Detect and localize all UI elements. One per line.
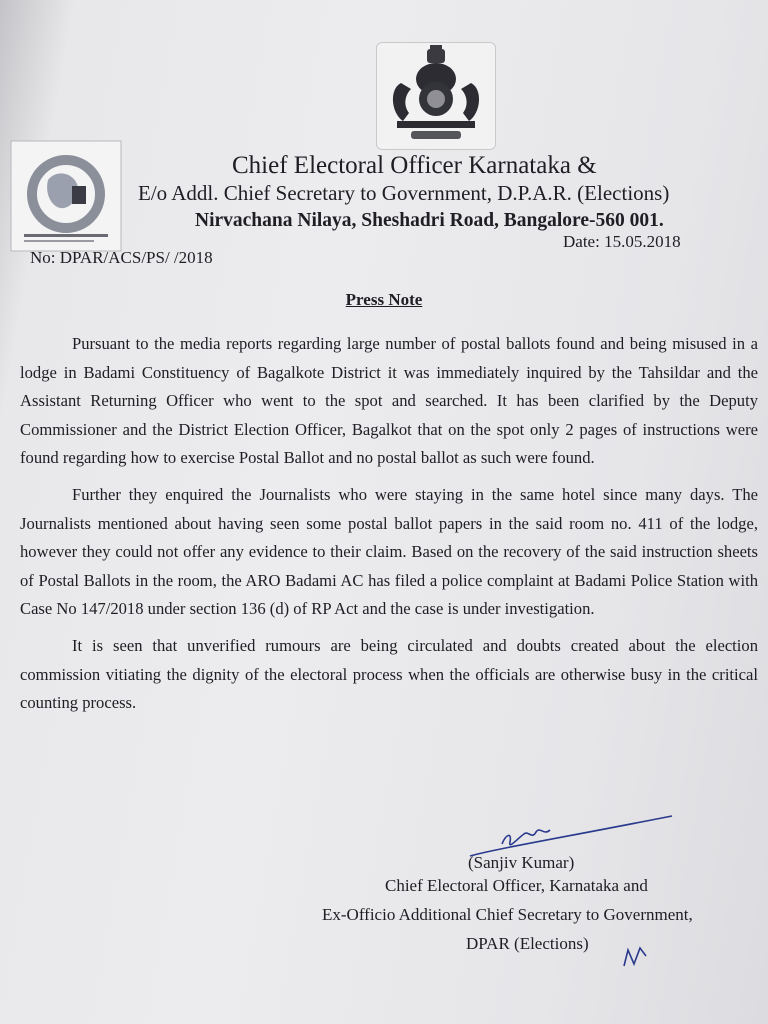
office-subtitle: E/o Addl. Chief Secretary to Government, D.P.A.R. (Elections) [138,181,670,205]
signatory-designation: DPAR (Elections) [466,934,589,953]
press-note-title: Press Note [345,290,423,309]
signatory-name: (Sanjiv Kumar) [468,853,575,872]
reference-number: No: DPAR/ACS/PS/ /2018 [30,248,213,267]
paragraph: Further they enquired the Journalists who were staying in the same hotel since many days. The Journalists mentioned about having seen some postal ballot papers in the said room no. 411 of the lodge, however they could not offer any evidence to their claim. Based on the recovery of the said instruction sheets of Postal Ballots in the room, the ARO Badami AC has filed a police complaint at Badami Police Station with Case No 147/2018 under section 136 (d) of RP Act and the case is under investigation. [20,484,758,619]
office-title: Chief Electoral Officer Karnataka & [232,152,597,179]
office-address: Nirvachana Nilaya, Sheshadri Road, Bangalore-560 001. [195,210,664,231]
paragraph: It is seen that unverified rumours are being circulated and doubts created about the election commission vitiating the dignity of the electoral process when the officials are otherwise busy in the critical counting process. [20,635,758,713]
document-date: Date: 15.05.2018 [563,232,681,251]
signatory-designation: Ex-Officio Additional Chief Secretary to Government, [322,905,693,924]
press-note-body [20,330,758,726]
handwritten-initials [620,942,660,972]
signatory-designation: Chief Electoral Officer, Karnataka and [385,876,648,895]
paragraph: Pursuant to the media reports regarding large number of postal ballots found and being misused in a lodge in Badami Constituency of Bagalkote District it was immediately inquired by the Tahsildar and the Assistant Returning Officer who went to the spot and searched. It has been clarified by the Deputy Commissioner and the District Election Officer, Bagalkot that on the spot only 2 pages of instructions were found regarding how to exercise Postal Ballot and no postal ballot as such were found. [20,334,758,468]
state-emblem-logo [376,42,496,150]
election-logo [10,140,122,252]
